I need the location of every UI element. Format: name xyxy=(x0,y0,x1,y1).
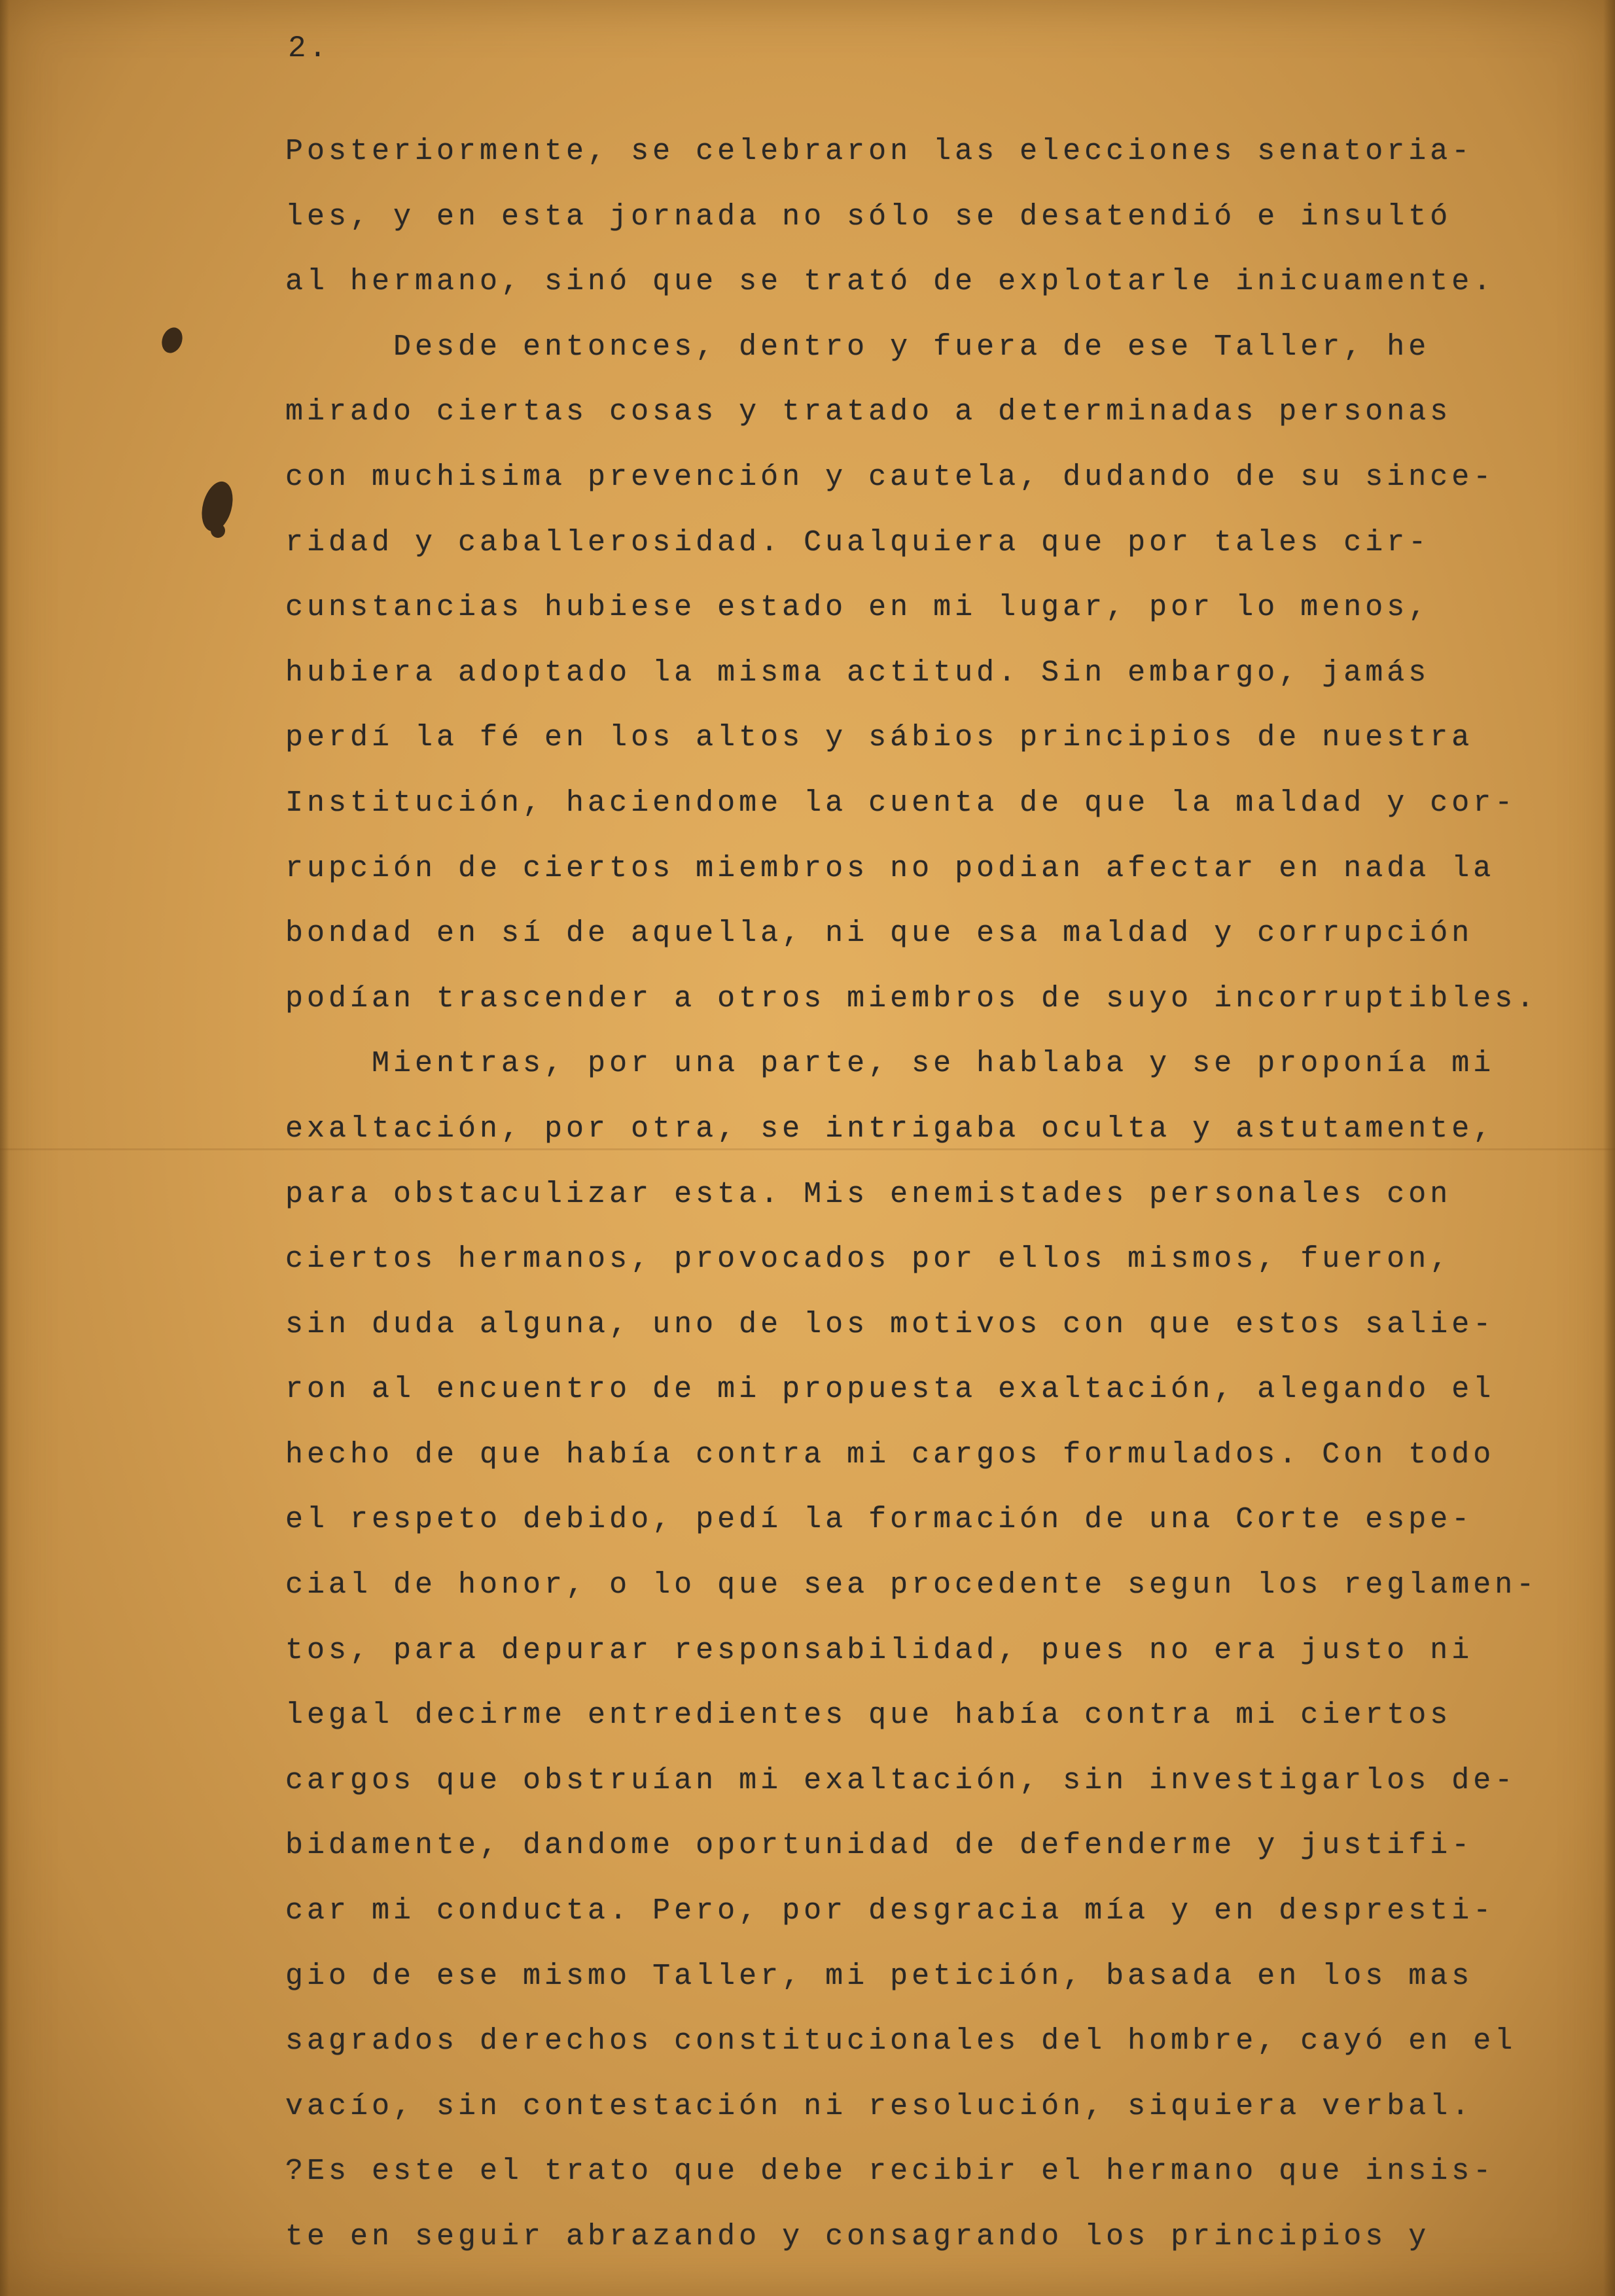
text-line: mirado ciertas cosas y tratado a determinadas personas xyxy=(285,395,1452,429)
text-line: ?Es este el trato que debe recibir el hermano que insis- xyxy=(285,2155,1495,2189)
text-line: exaltación, por otra, se intrigaba oculta y astutamente, xyxy=(285,1112,1495,1146)
page-number: 2. xyxy=(288,31,330,65)
text-line: car mi conducta. Pero, por desgracia mía y en despresti- xyxy=(285,1894,1495,1928)
text-line: Posteriormente, se celebraron las elecciones senatoria- xyxy=(285,135,1474,168)
text-line: podían trascender a otros miembros de suyo incorruptibles. xyxy=(285,981,1538,1016)
text-line: hecho de que había contra mi cargos formulados. Con todo xyxy=(285,1438,1495,1472)
text-line: legal decirme entredientes que había contra mi ciertos xyxy=(285,1699,1452,1733)
text-line: te en seguir abrazando y consagrando los principios y xyxy=(285,2220,1430,2253)
ink-blot xyxy=(158,325,186,356)
text-line: gio de ese mismo Taller, mi petición, basada en los mas xyxy=(285,1959,1474,1993)
text-line: al hermano, sinó que se trató de explotarle inicuamente. xyxy=(285,265,1495,299)
text-line: les, y en esta jornada no sólo se desatendió e insultó xyxy=(285,200,1452,234)
text-line: Desde entonces, dentro y fuera de ese Taller, he xyxy=(285,330,1430,364)
text-line: ron al encuentro de mi propuesta exaltación, alegando el xyxy=(285,1373,1495,1407)
text-line: bidamente, dandome oportunidad de defenderme y justifi- xyxy=(285,1829,1474,1863)
text-line: hubiera adoptado la misma actitud. Sin embargo, jamás xyxy=(285,656,1430,690)
text-line: bondad en sí de aquella, ni que esa maldad y corrupción xyxy=(285,917,1474,951)
text-line: perdí la fé en los altos y sábios principios de nuestra xyxy=(285,721,1474,755)
text-line: ridad y caballerosidad. Cualquiera que por tales cir- xyxy=(285,525,1430,559)
text-line: sagrados derechos constitucionales del hombre, cayó en el xyxy=(285,2024,1517,2058)
text-line: vacío, sin contestación ni resolución, siquiera verbal. xyxy=(285,2089,1474,2123)
text-line: cunstancias hubiese estado en mi lugar, por lo menos, xyxy=(285,591,1430,625)
text-line: cargos que obstruían mi exaltación, sin investigarlos de- xyxy=(285,1763,1517,1797)
typewritten-body xyxy=(285,131,1538,2282)
text-line: rupción de ciertos miembros no podian afectar en nada la xyxy=(285,851,1495,885)
text-line: cial de honor, o lo que sea procedente segun los reglamen- xyxy=(285,1568,1538,1602)
ink-blot xyxy=(211,523,225,538)
text-line: para obstaculizar esta. Mis enemistades personales con xyxy=(285,1177,1452,1211)
text-line: con muchisima prevención y cautela, dudando de su since- xyxy=(285,460,1495,494)
text-line: sin duda alguna, uno de los motivos con que estos salie- xyxy=(285,1307,1495,1341)
text-line: tos, para depurar responsabilidad, pues no era justo ni xyxy=(285,1633,1474,1667)
text-line: el respeto debido, pedí la formación de una Corte espe- xyxy=(285,1503,1474,1537)
text-line: Institución, haciendome la cuenta de que la maldad y cor- xyxy=(285,786,1517,820)
text-line: ciertos hermanos, provocados por ellos mismos, fueron, xyxy=(285,1243,1452,1277)
text-line: Mientras, por una parte, se hablaba y se proponía mi xyxy=(285,1047,1495,1081)
